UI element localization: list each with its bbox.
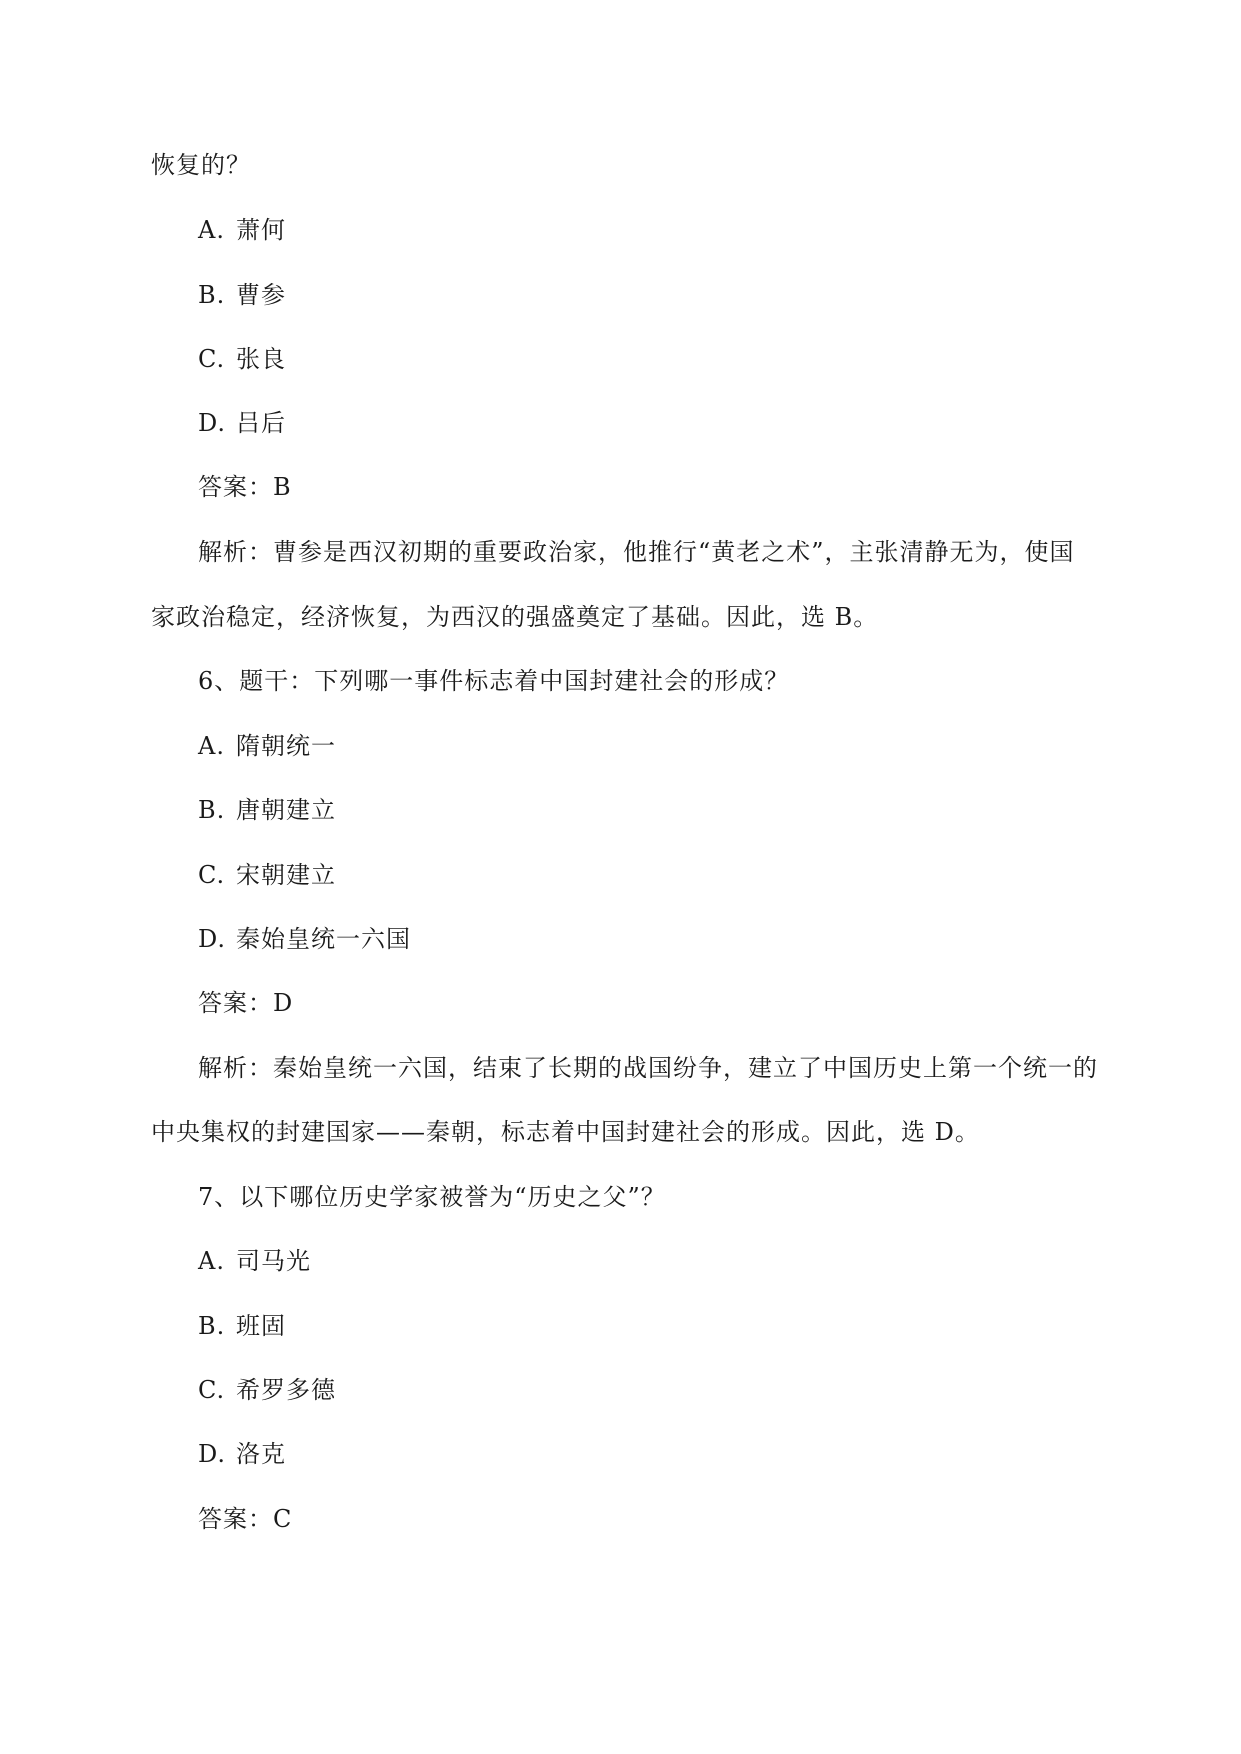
q6-analysis-line2: 中央集权的封建国家——秦朝，标志着中国封建社会的形成。因此，选 D。 <box>151 1118 980 1146</box>
q6-option-a <box>198 731 336 761</box>
option-letter: B. <box>198 796 226 824</box>
option-text: 司马光 <box>236 1247 311 1275</box>
option-text: 希罗多德 <box>236 1376 336 1404</box>
option-letter: A. <box>198 732 225 760</box>
option-letter: D. <box>198 409 227 437</box>
q5-option-d <box>198 408 286 438</box>
q7-option-b <box>198 1311 286 1341</box>
option-letter: D. <box>198 1440 227 1468</box>
q6-option-c <box>198 860 336 890</box>
q6-option-d <box>198 924 411 954</box>
option-letter: D. <box>198 925 227 953</box>
option-letter: C. <box>198 345 226 373</box>
q6-answer: 答案：D <box>198 989 294 1017</box>
option-text: 吕后 <box>236 409 286 437</box>
q6-option-b <box>198 795 336 825</box>
option-text: 班固 <box>236 1312 286 1340</box>
option-letter: C. <box>198 861 226 889</box>
q5-answer: 答案：B <box>198 473 292 501</box>
option-letter: A. <box>198 216 225 244</box>
q5-option-c <box>198 344 286 374</box>
option-letter: C. <box>198 1376 226 1404</box>
q6-stem: 6、题干：下列哪一事件标志着中国封建社会的形成？ <box>198 667 790 695</box>
q5-analysis-line1: 解析：曹参是西汉初期的重要政治家，他推行“黄老之术”，主张清静无为，使国 <box>198 538 1075 566</box>
q5-analysis-line2: 家政治稳定，经济恢复，为西汉的强盛奠定了基础。因此，选 B。 <box>151 603 879 631</box>
option-text: 宋朝建立 <box>236 861 336 889</box>
option-letter: B. <box>198 1312 226 1340</box>
q6-analysis-line1: 解析：秦始皇统一六国，结束了长期的战国纷争，建立了中国历史上第一个统一的 <box>198 1054 1098 1082</box>
option-text: 曹参 <box>236 281 286 309</box>
option-text: 隋朝统一 <box>236 732 336 760</box>
q5-option-b <box>198 280 286 310</box>
option-text: 张良 <box>236 345 286 373</box>
q7-answer: 答案：C <box>198 1505 293 1533</box>
q5-option-a <box>198 215 286 245</box>
option-text: 萧何 <box>236 216 286 244</box>
q7-stem: 7、以下哪位历史学家被誉为“历史之父”？ <box>198 1183 666 1211</box>
option-letter: A. <box>198 1247 225 1275</box>
option-letter: B. <box>198 281 226 309</box>
q7-option-a <box>198 1246 311 1276</box>
option-text: 唐朝建立 <box>236 796 336 824</box>
q5-stem-tail: 恢复的？ <box>151 151 251 179</box>
q7-option-d <box>198 1439 286 1469</box>
option-text: 洛克 <box>236 1440 286 1468</box>
q7-option-c <box>198 1375 336 1405</box>
option-text: 秦始皇统一六国 <box>236 925 411 953</box>
